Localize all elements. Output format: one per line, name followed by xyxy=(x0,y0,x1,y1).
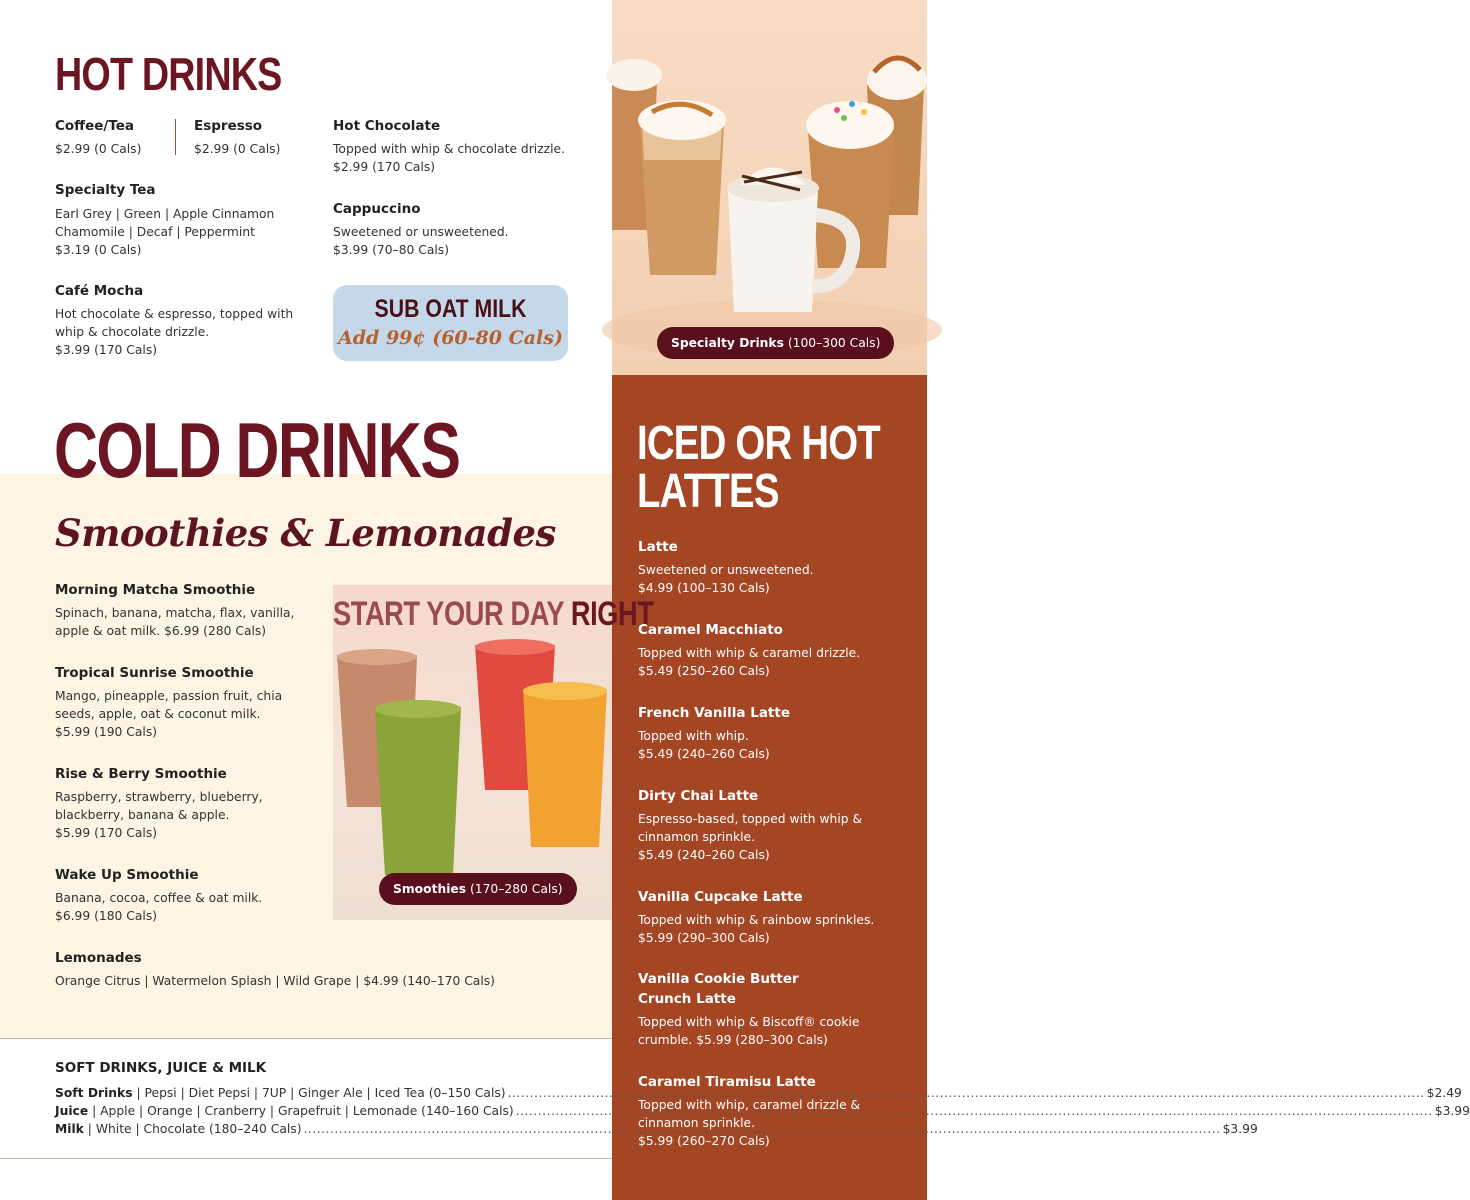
item-desc: Topped with whip. xyxy=(638,729,749,743)
item-desc: cinnamon sprinkle. xyxy=(638,830,755,844)
item-name: Vanilla Cupcake Latte xyxy=(638,889,803,905)
badge-bold: Specialty Drinks xyxy=(671,336,784,350)
item-desc: crumble. $5.99 (280–300 Cals) xyxy=(638,1033,828,1047)
item-name: French Vanilla Latte xyxy=(638,705,790,721)
specialty-drinks-badge xyxy=(657,327,894,359)
row-price: $3.99 xyxy=(1222,1122,1258,1136)
row-label: Juice xyxy=(55,1104,89,1118)
badge-cals: (170–280 Cals) xyxy=(466,882,563,896)
oat-milk-badge xyxy=(333,285,568,361)
smoothies-lemonades-title: Smoothies & Lemonades xyxy=(55,511,556,555)
item-name: Crunch Latte xyxy=(638,991,736,1007)
menu-item-morning-matcha xyxy=(55,581,330,640)
item-name: Tropical Sunrise Smoothie xyxy=(55,665,254,681)
item-desc: blackberry, banana & apple. xyxy=(55,808,230,822)
item-name: Caramel Macchiato xyxy=(638,622,783,638)
item-name: Hot Chocolate xyxy=(333,118,441,134)
badge-bold: Smoothies xyxy=(393,882,467,896)
item-price: $5.49 (240–260 Cals) xyxy=(638,747,770,761)
item-price: $3.99 (170 Cals) xyxy=(55,343,158,357)
item-price: $5.99 (170 Cals) xyxy=(55,826,158,840)
smoothies-badge xyxy=(379,873,577,905)
row-label: Soft Drinks xyxy=(55,1086,133,1100)
menu-item-rise-berry xyxy=(55,765,330,842)
menu-item-hot-chocolate xyxy=(333,117,603,176)
menu-item-tropical-sunrise xyxy=(55,664,330,741)
soft-drinks-title: SOFT DRINKS, JUICE & MILK xyxy=(55,1060,267,1076)
row-desc: | Apple | Orange | Cranberry | Grapefruit | Lemonade (140–160 Cals) xyxy=(88,1104,514,1118)
item-name: Vanilla Cookie Butter xyxy=(638,971,799,987)
menu-item-latte xyxy=(638,538,908,597)
item-name: Specialty Tea xyxy=(55,182,156,198)
oat-milk-title: SUB OAT MILK xyxy=(374,295,527,323)
menu-item-french-vanilla xyxy=(638,704,908,763)
menu-item-caramel-macchiato xyxy=(638,621,908,680)
item-desc: Banana, cocoa, coffee & oat milk. xyxy=(55,891,263,905)
item-name: Cappuccino xyxy=(333,201,421,217)
menu-item-vanilla-cupcake xyxy=(638,888,908,947)
item-name: Dirty Chai Latte xyxy=(638,788,759,804)
item-name: Morning Matcha Smoothie xyxy=(55,582,256,598)
item-desc: Chamomile | Decaf | Peppermint xyxy=(55,225,255,239)
item-price: $2.99 (0 Cals) xyxy=(55,142,142,156)
menu-item-cookie-butter xyxy=(638,970,908,1049)
section-divider-top xyxy=(0,1038,612,1039)
item-price: $5.99 (290–300 Cals) xyxy=(638,931,770,945)
cold-drinks-title: COLD DRINKS xyxy=(54,406,460,494)
banner-part1: START YOUR DAY xyxy=(333,595,571,633)
row-label: Milk xyxy=(55,1122,84,1136)
item-desc: Topped with whip & rainbow sprinkles. xyxy=(638,913,875,927)
item-name: Rise & Berry Smoothie xyxy=(55,766,227,782)
item-price: $3.99 (70–80 Cals) xyxy=(333,243,450,257)
item-desc: cinnamon sprinkle. xyxy=(638,1116,755,1130)
item-desc: Orange Citrus | Watermelon Splash | Wild Grape | $4.99 (140–170 Cals) xyxy=(55,974,495,988)
item-desc: Raspberry, strawberry, blueberry, xyxy=(55,790,263,804)
item-desc: Espresso-based, topped with whip & xyxy=(638,812,863,826)
item-desc: apple & oat milk. $6.99 (280 Cals) xyxy=(55,624,267,638)
lattes-title xyxy=(637,417,880,518)
item-desc: Earl Grey | Green | Apple Cinnamon xyxy=(55,207,275,221)
column-divider xyxy=(175,119,176,155)
table-row-soft-drinks xyxy=(55,1084,1462,1102)
menu-item-specialty-tea xyxy=(55,181,325,259)
smoothies-illustration xyxy=(333,585,612,920)
item-name: Wake Up Smoothie xyxy=(55,867,199,883)
lattes-title-line2: LATTES xyxy=(637,465,779,518)
item-desc: Topped with whip & chocolate drizzle. xyxy=(333,142,566,156)
item-desc: Hot chocolate & espresso, topped with xyxy=(55,307,294,321)
item-price: $2.99 (170 Cals) xyxy=(333,160,436,174)
menu-item-coffee-tea xyxy=(55,117,175,158)
oat-milk-price: Add 99¢ (60-80 Cals) xyxy=(338,327,563,349)
item-price: $2.99 (0 Cals) xyxy=(194,142,281,156)
item-price: $5.99 (260–270 Cals) xyxy=(638,1134,770,1148)
item-name: Lemonades xyxy=(55,950,142,966)
item-price: $6.99 (180 Cals) xyxy=(55,909,158,923)
item-price: $3.19 (0 Cals) xyxy=(55,243,142,257)
row-desc: | Pepsi | Diet Pepsi | 7UP | Ginger Ale | Iced Tea (0–150 Cals) xyxy=(132,1086,506,1100)
badge-cals: (100–300 Cals) xyxy=(783,336,881,350)
item-desc: Sweetened or unsweetened. xyxy=(638,563,814,577)
menu-item-espresso xyxy=(194,117,314,158)
item-desc: Sweetened or unsweetened. xyxy=(333,225,509,239)
item-desc: seeds, apple, oat & coconut milk. xyxy=(55,707,261,721)
item-name: Espresso xyxy=(194,118,263,134)
menu-item-cappuccino xyxy=(333,200,603,259)
item-desc: Spinach, banana, matcha, flax, vanilla, xyxy=(55,606,295,620)
menu-item-caramel-tiramisu xyxy=(638,1073,908,1150)
row-price: $3.99 xyxy=(1434,1104,1470,1118)
smoothies-photo xyxy=(333,585,654,920)
menu-item-wake-up xyxy=(55,866,330,925)
item-desc: Topped with whip, caramel drizzle & xyxy=(638,1098,861,1112)
item-desc: Topped with whip & Biscoff® cookie xyxy=(638,1015,860,1029)
row-desc: | White | Chocolate (180–240 Cals) xyxy=(83,1122,302,1136)
item-price: $5.49 (240–260 Cals) xyxy=(638,848,770,862)
item-name: Caramel Tiramisu Latte xyxy=(638,1074,816,1090)
specialty-drinks-illustration xyxy=(612,0,927,375)
item-name: Café Mocha xyxy=(55,283,144,299)
menu-item-dirty-chai xyxy=(638,787,908,864)
item-desc: Mango, pineapple, passion fruit, chia xyxy=(55,689,283,703)
banner-part2: RIGHT xyxy=(570,595,654,633)
row-price: $2.49 xyxy=(1426,1086,1462,1100)
menu-item-cafe-mocha xyxy=(55,282,325,359)
lattes-title-line1: ICED OR HOT xyxy=(637,417,880,470)
item-name: Latte xyxy=(638,539,678,555)
hot-drinks-title: HOT DRINKS xyxy=(55,48,282,100)
item-price: $5.99 (190 Cals) xyxy=(55,725,158,739)
item-price: $4.99 (100–130 Cals) xyxy=(638,581,770,595)
item-price: $5.49 (250–260 Cals) xyxy=(638,664,770,678)
item-name: Coffee/Tea xyxy=(55,118,135,134)
item-desc: Topped with whip & caramel drizzle. xyxy=(638,646,861,660)
item-desc: whip & chocolate drizzle. xyxy=(55,325,210,339)
menu-item-lemonades xyxy=(55,949,595,990)
section-divider-bottom xyxy=(0,1158,612,1159)
specialty-drinks-photo xyxy=(612,0,927,375)
